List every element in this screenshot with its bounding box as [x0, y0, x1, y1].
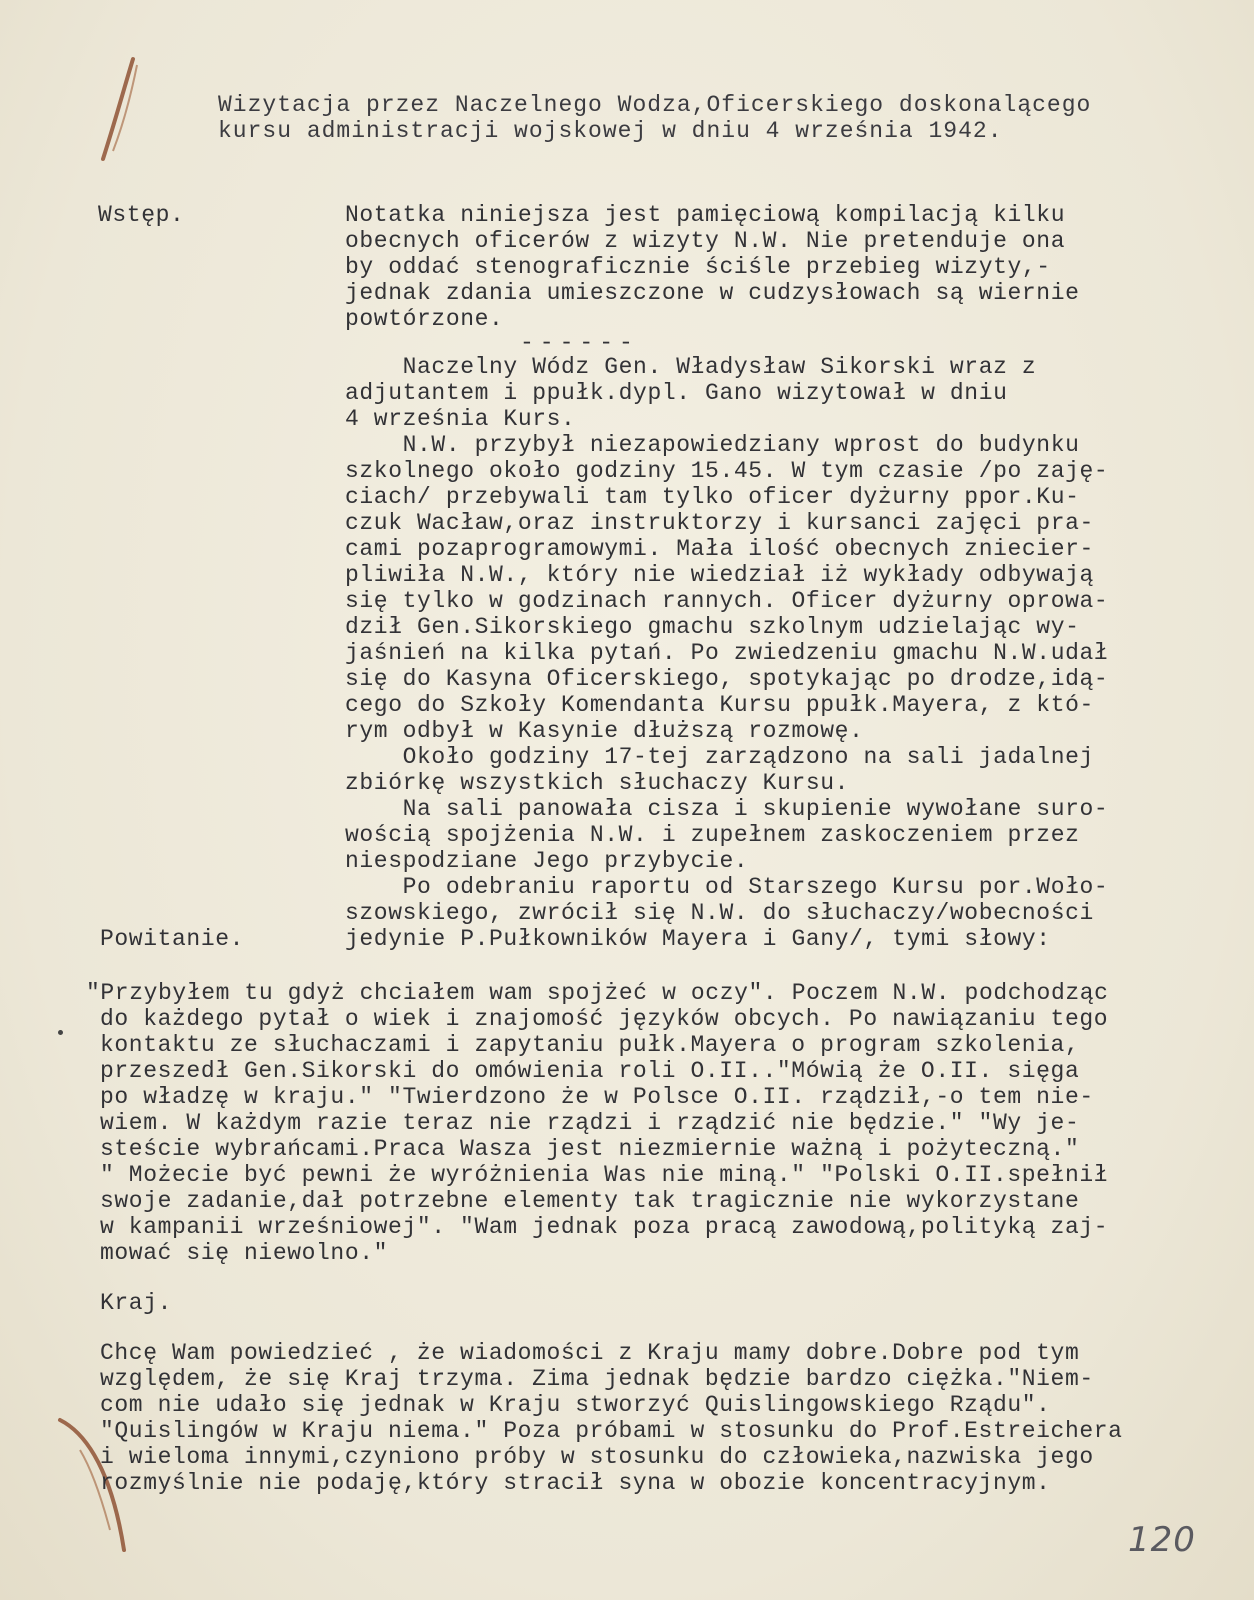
narrative-line-13: się do Kasyna Oficerskiego, spotykając po drodze,idą-	[345, 666, 1109, 692]
narrative-line-6: ciach/ przebywali tam tylko oficer dyżurny ppor.Ku-	[345, 484, 1080, 510]
narrative-line-17: zbiórkę wszystkich słuchaczy Kursu.	[345, 770, 850, 796]
intro-label: Wstęp.	[98, 202, 185, 228]
country-line-5: i wieloma innymi,czyniono próby w stosunku do człowieka,nazwiska jego	[100, 1444, 1094, 1470]
page-number: 120	[1128, 1520, 1196, 1560]
narrative-line-18: Na sali panowała cisza i skupienie wywołane suro-	[345, 796, 1109, 822]
narrative-line-21: Po odebraniu raportu od Starszego Kursu por.Woło-	[345, 874, 1109, 900]
narrative-line-10: się tylko w godzinach rannych. Oficer dyżurny oprowa-	[345, 588, 1109, 614]
greeting-line-11: mować się niewolno."	[100, 1240, 389, 1266]
narrative-line-7: czuk Wacław,oraz instruktorzy i kursanci zajęci pra-	[345, 510, 1094, 536]
narrative-line-2: adjutantem i ppułk.dypl. Gano wizytował w dniu	[345, 380, 1008, 406]
narrative-line-22: szowskiego, zwrócił się N.W. do słuchaczy/wobecności	[345, 900, 1094, 926]
country-line-6: rozmyślnie nie podaję,który stracił syna w obozie koncentracyjnym.	[100, 1470, 1051, 1496]
country-line-3: com nie udało się jednak w Kraju stworzyć Quislingowskiego Rządu".	[100, 1392, 1051, 1418]
country-label: Kraj.	[100, 1290, 173, 1316]
country-line-1: Chcę Wam powiedzieć , że wiadomości z Kraju mamy dobre.Dobre pod tym	[100, 1340, 1080, 1366]
punch-mark	[58, 1030, 63, 1035]
title-line-2: kursu administracji wojskowej w dniu 4 września 1942.	[218, 118, 1003, 144]
greeting-line-4: przeszedł Gen.Sikorski do omówienia roli O.II.."Mówią że O.II. sięga	[100, 1058, 1080, 1084]
narrative-line-1: Naczelny Wódz Gen. Władysław Sikorski wraz z	[345, 354, 1037, 380]
greeting-line-2: do każdego pytał o wiek i znajomość języków obcych. Po nawiązaniu tego	[100, 1006, 1109, 1032]
intro-line-4: jednak zdania umieszczone w cudzysłowach są wiernie	[345, 280, 1080, 306]
narrative-line-16: Około godziny 17-tej zarządzono na sali jadalnej	[345, 744, 1094, 770]
intro-line-1: Notatka niniejsza jest pamięciową kompilacją kilku	[345, 202, 1066, 228]
narrative-line-14: cego do Szkoły Komendanta Kursu ppułk.Mayera, z któ-	[345, 692, 1094, 718]
greeting-line-7: steście wybrańcami.Praca Wasza jest niezmiernie ważną i pożyteczną."	[100, 1136, 1080, 1162]
greeting-line-8: " Możecie być pewni że wyróżnienia Was nie miną." "Polski O.II.spełnił	[100, 1162, 1109, 1188]
greeting-line-3: kontaktu ze słuchaczami i zapytaniu pułk.Mayera o program szkolenia,	[100, 1032, 1080, 1058]
greeting-line-5: po władzę w kraju." "Twierdzono że w Polsce O.II. rządził,-o tem nie-	[100, 1084, 1094, 1110]
narrative-line-8: cami pozaprogramowymi. Mała ilość obecnych zniecier-	[345, 536, 1094, 562]
narrative-line-15: rym odbył w Kasynie dłuższą rozmowę.	[345, 718, 864, 744]
narrative-line-12: jaśnień na kilka pytań. Po zwiedzeniu gmachu N.W.udał	[345, 640, 1109, 666]
narrative-line-4: N.W. przybył niezapowiedziany wprost do budynku	[345, 432, 1080, 458]
narrative-line-5: szkolnego około godziny 15.45. W tym czasie /po zaję-	[345, 458, 1109, 484]
greeting-line-6: wiem. W każdym razie teraz nie rządzi i rządzić nie będzie." "Wy je-	[100, 1110, 1080, 1136]
country-line-2: względem, że się Kraj trzyma. Zima jednak będzie bardzo ciężka."Niem-	[100, 1366, 1094, 1392]
rust-stain-top	[95, 55, 145, 165]
country-line-4: "Quislingów w Kraju niema." Poza próbami w stosunku do Prof.Estreichera	[100, 1418, 1123, 1444]
greeting-line-9: swoje zadanie,dał potrzebne elementy tak tragicznie nie wykorzystane	[100, 1188, 1080, 1214]
greeting-label: Powitanie.	[100, 926, 245, 952]
narrative-line-19: wością spojżenia N.W. i zupełnem zaskoczeniem przez	[345, 822, 1080, 848]
narrative-line-9: pliwiła N.W., który nie wiedział iż wykłady odbywają	[345, 562, 1094, 588]
narrative-line-3: 4 września Kurs.	[345, 406, 576, 432]
intro-line-5: powtórzone.	[345, 306, 504, 332]
narrative-line-11: dził Gen.Sikorskiego gmachu szkolnym udzielając wy-	[345, 614, 1080, 640]
greeting-line-10: w kampanii wrześniowej". "Wam jednak poza pracą zawodową,polityką zaj-	[100, 1214, 1109, 1240]
narrative-line-23: jedynie P.Pułkowników Mayera i Gany/, tymi słowy:	[345, 926, 1051, 952]
intro-line-3: by oddać stenograficznie ściśle przebieg wizyty,-	[345, 254, 1051, 280]
intro-separator: ------	[520, 330, 639, 356]
greeting-line-1: "Przybyłem tu gdyż chciałem wam spojżeć w oczy". Poczem N.W. podchodząc	[86, 980, 1109, 1006]
title-line-1: Wizytacja przez Naczelnego Wodza,Oficerskiego doskonalącego	[218, 92, 1092, 118]
intro-line-2: obecnych oficerów z wizyty N.W. Nie pretenduje ona	[345, 228, 1066, 254]
narrative-line-20: niespodziane Jego przybycie.	[345, 848, 749, 874]
